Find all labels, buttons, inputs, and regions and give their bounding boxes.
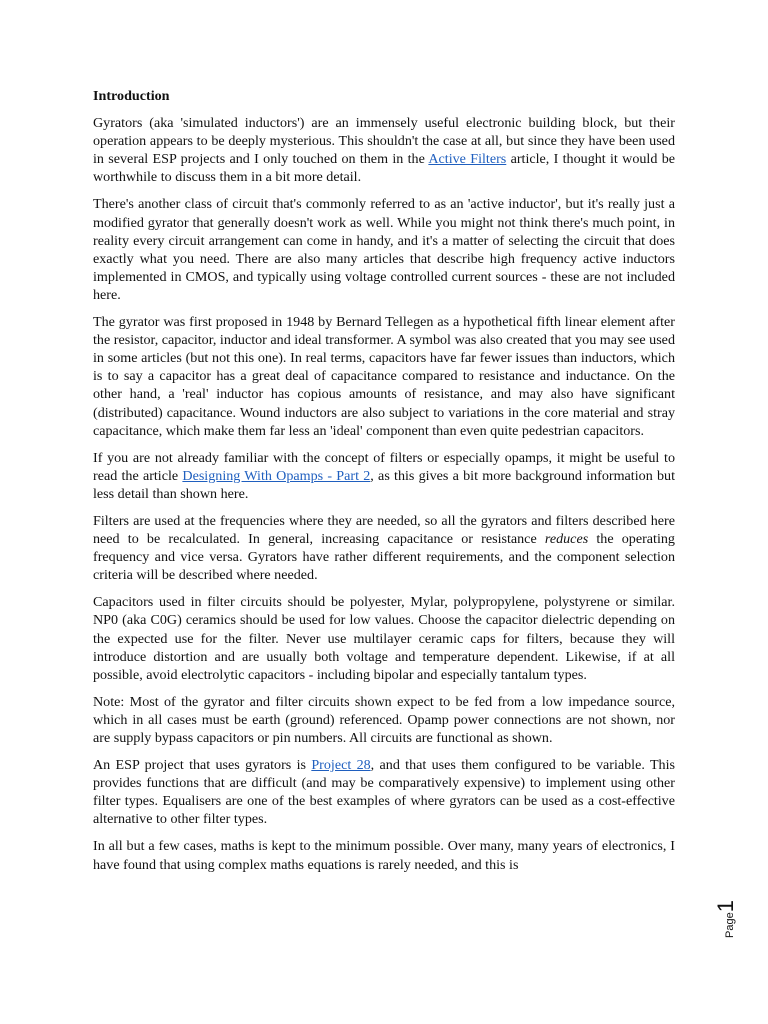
paragraph-frequencies bbox=[93, 512, 675, 584]
paragraph-text: , and that uses them configured to be variable. This provides functions that are difficult (and may be comparatively expensive) to implement using other filter types. Equalisers are one of the best examples of where gyrators can be used as a cost-effective alternative to other filter types. bbox=[93, 757, 675, 828]
page-number-rotated bbox=[713, 900, 739, 938]
page-number: 1 bbox=[713, 900, 738, 913]
active-filters-link[interactable]: Active Filters bbox=[428, 151, 507, 168]
paragraph-note: Note: Most of the gyrator and filter circuits shown expect to be fed from a low impedance source, which in all cases must be earth (ground) referenced. Opamp power connections are not shown, nor are supply bypass capacitors or pin numbers. All circuits are functional as shown. bbox=[93, 693, 675, 746]
paragraph-opamps bbox=[93, 449, 675, 503]
paragraph-active-inductor: There's another class of circuit that's commonly referred to as an 'active inductor', but it's really just a modified gyrator that generally doesn't work as well. While you might not think there's much point, in reality every circuit arrangement can come in handy, and it's a matter of selecting the circuit that does exactly what you need. There are also many articles that describe high frequency active inductors implemented in CMOS, and typically using voltage controlled current sources - these are not included here. bbox=[93, 196, 675, 303]
paragraph-text: Filters are used at the frequencies where they are needed, so all the gyrators and filters described here need to be recalculated. In general, increasing capacitance or resistance bbox=[93, 512, 675, 548]
paragraph-text: the operating frequency and vice versa. Gyrators have rather different requirements, and the component selection criteria will be described where needed. bbox=[93, 531, 675, 584]
paragraph-maths: In all but a few cases, maths is kept to the minimum possible. Over many, many years of electronics, I have found that using complex maths equations is rarely needed, and this is bbox=[93, 838, 675, 873]
paragraph-intro bbox=[93, 114, 675, 186]
project-28-link[interactable]: Project 28 bbox=[311, 757, 371, 774]
paragraph-esp-project bbox=[93, 756, 675, 828]
paragraph-text: If you are not already familiar with the concept of filters or especially opamps, it might be useful to read the article bbox=[93, 449, 675, 484]
paragraph-capacitors: Capacitors used in filter circuits should be polyester, Mylar, polypropylene, polystyrene or similar. NP0 (aka C0G) ceramics should be used for low values. Choose the capacitor dielectric depending on the expected use for the filter. Never use multilayer ceramic caps for filters, because they will introduce distortion and are usually both voltage and temperature dependent. Likewise, if at all possible, avoid electrolytic capacitors - including bipolar and especially tantalum types. bbox=[93, 594, 675, 683]
paragraph-text: Gyrators (aka 'simulated inductors') are an immensely useful electronic building block, but their operation appears to be deeply mysterious. This shouldn't the case at all, but since they have been used in several ESP projects and I only touched on them in the bbox=[93, 115, 675, 168]
paragraph-text: article, I thought it would be worthwhile to discuss them in a bit more detail. bbox=[93, 151, 676, 186]
paragraph-text: , as this gives a bit more background information but less detail than shown here. bbox=[93, 467, 675, 502]
page-number-footer bbox=[713, 890, 743, 938]
paragraph-history: The gyrator was first proposed in 1948 by Bernard Tellegen as a hypothetical fifth linear element after the resistor, capacitor, inductor and ideal transformer. A symbol was also created that you may see used in some articles (but not this one). In real terms, capacitors have far fewer issues than inductors, which is to say a capacitor has a great deal of capacitance compared to resistance and inductance. On the other hand, a 'real' inductor has copious amounts of resistance, and may also have significant (distributed) capacitance. Wound inductors are also subject to variations in the core material and stray capacitance, which make them far less an 'ideal' component than even quite pedestrian capacitors. bbox=[93, 314, 675, 439]
emphasis-text: reduces bbox=[544, 531, 589, 548]
paragraph-text: An ESP project that uses gyrators is bbox=[93, 757, 312, 774]
document-body bbox=[93, 87, 675, 883]
page-label: Page bbox=[724, 912, 736, 938]
section-heading: Introduction bbox=[93, 88, 170, 104]
designing-with-opamps-link[interactable]: Designing With Opamps - Part 2 bbox=[182, 467, 371, 484]
